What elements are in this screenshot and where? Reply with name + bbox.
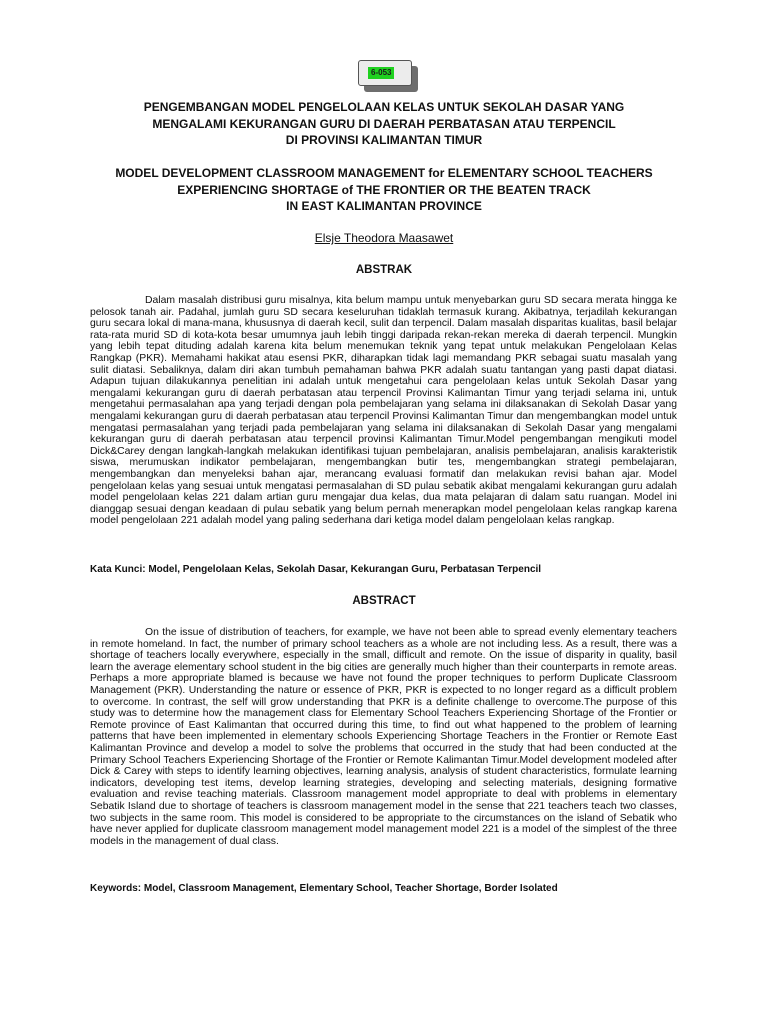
title-english-line: MODEL DEVELOPMENT CLASSROOM MANAGEMENT for ELEMENTARY SCHOOL TEACHERS bbox=[115, 166, 653, 180]
title-indonesian bbox=[60, 99, 708, 149]
title-indonesian-line: MENGALAMI KEKURANGAN GURU DI DAERAH PERBATASAN ATAU TERPENCIL bbox=[152, 116, 616, 131]
keywords-english: Keywords: Model, Classroom Management, Elementary School, Teacher Shortage, Border Isolated bbox=[90, 883, 558, 894]
abstrak-body: Dalam masalah distribusi guru misalnya, kita belum mampu untuk menyebarkan guru SD secara merata hingga ke pelosok tanah air. Padahal, jumlah guru SD secara keseluruhan tidaklah termasuk kurang. Akibatnya, terjadilah kekurangan guru secara lokal di mana-mana, khususnya di daerah kecil, sulit dan terpencil. Dalam masalah disparitas kualitas, basil belajar rata-rata murid SD di kota-kota besar umumnya jauh lebih tinggi daripada rekan-rekan mereka di daerah terpencil. Mungkin yang lebih tepat dituding adalah karena kita belum menemukan teknik yang tepat untuk melakukan Pengelolaan Kelas Rangkap (PKR). Memahami hakikat atau esensi PKR, diharapkan tidak lagi memandang PKR sebagai suatu masalah yang sulit diatasi. Sebaliknya, dalam diri akan tumbuh pemahaman bahwa PKR adalah suatu tantangan yang pasti dapat diatasi. Adapun tujuan dilakukannya penelitian ini adalah untuk mengetahui cara pengelolaan kelas untuk Sekolah Dasar yang mengalami kekurangan guru di daerah perbatasan atau terpencil Provinsi Kalimantan Timur yang terjadi selama ini, untuk mengetahui permasalahan apa yang terjadi dengan pola pembelajaran yang selama ini dilaksanakan di Sekolah Dasar yang mengalami kekurangan guru di daerah perbatasan atau terpencil Provinsi Kalimantan Timur dan mengembangkan model untuk mengatasi permasalahan yang terjadi pada pembelajaran yang selama ini dilaksanakan di Sekolah Dasar yang mengalami kekurangan guru di daerah perbatasan atau terpencil provinsi Kalimantan Timur.Model pengembangan mengikuti model Dick&Carey dengan langkah-langkah melakukan identifikasi tujuan pembelajaran, analisis pembelajaran, analisis karakteristik siswa, merumuskan indikator pembelajaran, mengembangkan butir tes, mengembangkan strategi pembelajaran, mengembangkan dan menyeleksi bahan ajar, merancang evaluasi formatif dan melakukan revisi bahan ajar. Model pengelolaan kelas yang sesuai untuk mengatasi permasalahan di SD pulau sebatik akibat mengalami kekurangan guru adalah model pengelolaan kelas 221 dalam artian guru mengajar dua kelas, dua mata pelajaran di dalam satu ruangan. Model ini dianggap sesuai dengan keadaan di pulau sebatik yang belum pernah menerapkan model pengelolaan kelas rangkap karena model pengelolaan 221 adalah model yang paling sederhana dari ketiga model dalam pengelolaan kelas rangkap. bbox=[90, 295, 677, 527]
title-indonesian-line: DI PROVINSI KALIMANTAN TIMUR bbox=[285, 133, 483, 147]
abstract-body: On the issue of distribution of teachers, for example, we have not been able to spread evenly elementary teachers in remote homeland. In fact, the number of primary school teachers as a whole are not including less. As a result, there was a shortage of teachers locally everywhere, especially in the small, difficult and remote. On the issue of disparity in quality, basil learn the average elementary school student in the big cities are generally much higher than their counterparts in remote areas. Perhaps a more appropriate blamed is because we have not found the proper techniques to perform Duplicate Classroom Management (PKR). Understanding the nature or essence of PKR, PKR is expected to no longer regard as a difficult problem to overcome. In contrast, the self will grow understanding that PKR is a definite challenge to overcome.The purpose of this study was to determine how the management class for Elementary School Teachers Experiencing Shortage of the Frontier or Remote province of East Kalimantan that occurred during this time, to find out what happened to the problem of learning patterns that have been implemented in elementary schools Experiencing Shortage Teachers in the Frontier or Remote East Kalimantan Province and develop a model to solve the problems that occurred in the study that had been conducted at the Primary School Teachers Experiencing Shortage of the Frontier or Remote Kalimantan Timur.Model development modeled after Dick & Carey with steps to identify learning objectives, learning analysis, analysis of student characteristics, formulate learning indicators, developing test items, develop learning strategies, developing and selecting materials, designing formative evaluation and revise teaching materials. Classroom management model appropriate to deal with problems in elementary Sebatik Island due to shortage of teachers is classroom management model in the sense that 221 teachers teach two classes, two subjects in the same room. This model is considered to be appropriate to the circumstances on the island of Sebatik who have never applied for duplicate classroom management model management model 221 is a model of the simplest of the three models in the management of dual class. bbox=[90, 627, 677, 847]
paper-code-badge bbox=[358, 60, 420, 92]
title-english bbox=[60, 165, 708, 215]
title-english-line: IN EAST KALIMANTAN PROVINCE bbox=[286, 199, 482, 213]
abstrak-heading: ABSTRAK bbox=[355, 264, 413, 276]
kata-kunci: Kata Kunci: Model, Pengelolaan Kelas, Sekolah Dasar, Kekurangan Guru, Perbatasan Terpencil bbox=[90, 564, 542, 575]
title-english-line: EXPERIENCING SHORTAGE of THE FRONTIER OR THE BEATEN TRACK bbox=[177, 182, 591, 197]
badge-box bbox=[358, 60, 412, 86]
author-name: Elsje Theodora Maasawet bbox=[314, 231, 454, 245]
title-indonesian-line: PENGEMBANGAN MODEL PENGELOLAAN KELAS UNTUK SEKOLAH DASAR YANG bbox=[143, 100, 625, 114]
abstract-heading: ABSTRACT bbox=[352, 595, 416, 607]
paper-code-label: 6-053 bbox=[368, 67, 394, 79]
